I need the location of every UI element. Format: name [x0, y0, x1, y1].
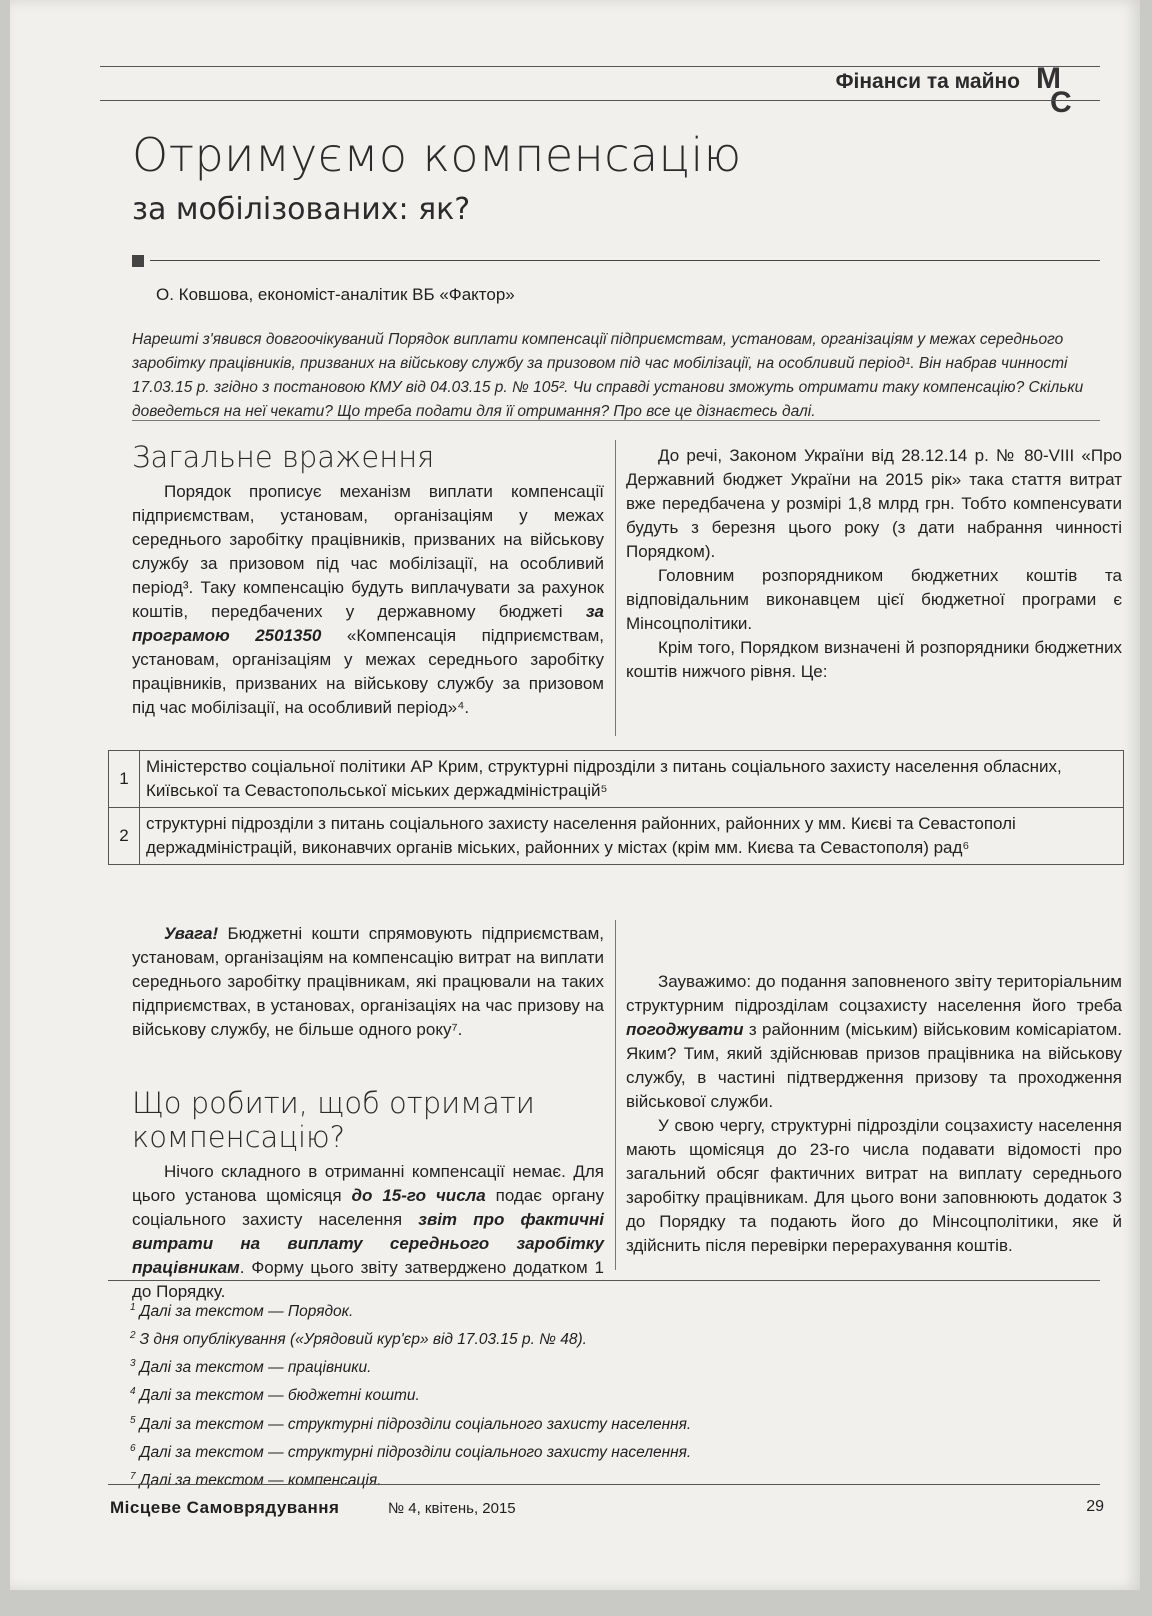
row-number: 2	[109, 808, 140, 865]
article-subtitle: за мобілізованих: як?	[132, 192, 471, 227]
paragraph: Нічого складного в отриманні компенсації немає. Для цього установа щомісяця до 15-го числа подає органу соціального захисту населення звіт про фактичні витрати на виплату середнього заробітку працівникам. Форму цього звіту затверджено додатком 1 до Порядку.	[132, 1162, 604, 1301]
paragraph: Крім того, Порядком визначені й розпорядники бюджетних коштів нижчого рівня. Це:	[626, 638, 1122, 681]
column-right-upper	[626, 444, 1122, 684]
footnotes	[130, 1296, 1030, 1493]
issue-info: № 4, квітень, 2015	[388, 1500, 516, 1517]
footnote: $^2$ З дня опублікування («Урядовий кур'єр» від 17.03.15 р. № 48).	[130, 1330, 587, 1349]
column-divider	[615, 440, 616, 736]
attention-note: Увага! Бюджетні кошти спрямовують підприємствам, установам, організаціям на компенсацію витрат на виплати середнього заробітку працівникам, які працювали на таких підприємствах, в установах, організаціях на час призову на військову службу, не більше одного року⁷.	[132, 924, 604, 1039]
footnote: $^6$ Далі за текстом — структурні підрозділи соціального захисту населення.	[130, 1442, 692, 1461]
paragraph: До речі, Законом України від 28.12.14 р. № 80-VIII «Про Державний бюджет України на 2015 рік» така стаття витрат вже передбачена у розмірі 1,8 млрд грн. Тобто компенсувати будуть з березня цього року (з дати набрання чинності Порядком).	[626, 446, 1122, 561]
page-number: 29	[1086, 1498, 1104, 1515]
column-right-lower	[626, 970, 1122, 1258]
table-row	[109, 808, 1124, 865]
article-title: Отримуємо компенсацію	[132, 128, 742, 182]
column-divider	[615, 920, 616, 1270]
title-marker	[132, 255, 144, 267]
footer-rule	[108, 1484, 1100, 1485]
budget-managers-table	[108, 750, 1124, 865]
row-number: 1	[109, 751, 140, 808]
footnote: $^4$ Далі за текстом — бюджетні кошти.	[130, 1386, 420, 1405]
paragraph: Головним розпорядником бюджетних коштів та відповідальним виконавцем цієї бюджетної програми є Мінсоцполітики.	[626, 566, 1122, 633]
header-rule	[100, 66, 1100, 67]
logo-letter-c: С	[1050, 86, 1072, 119]
paragraph: Зауважимо: до подання заповненого звіту територіальним структурним підрозділам соцзахисту населення його треба погоджувати з районним (міським) військовим комісаріатом. Яким? Тим, який здійснював призов працівника на військову службу, в частині підтвердження призову та проходження військової служби.	[626, 972, 1122, 1111]
lead-rule	[132, 420, 1100, 421]
section-heading: Що робити, щоб отримати компенсацію?	[132, 1086, 535, 1154]
attention-label: Увага!	[164, 924, 219, 943]
paragraph: У свою чергу, структурні підрозділи соцзахисту населення мають щомісяця до 23-го числа подавати відомості про загальний обсяг фактичних витрат на виплату середнього заробітку працівникам. Для цього вони заповнюють додаток 3 до Порядку та подають його до Мінсоцполітики, яке й здійснить після перевірки перерахування коштів.	[626, 1116, 1122, 1255]
section-title: Фінанси та майно	[835, 70, 1020, 93]
table-row	[109, 751, 1124, 808]
magazine-name: Місцеве Самоврядування	[110, 1498, 340, 1517]
header-rule-bottom	[100, 100, 1100, 101]
article-lead: Нарешті з'явився довгоочікуваний Порядок виплати компенсації підприємствам, установам, організаціям у межах середнього заробітку працівників, призваних на військову службу за призовом під час мобілізації, на особливий період¹. Він набрав чинності 17.03.15 р. згідно з постановою КМУ від 04.03.15 р. № 105². Чи справді установи зможуть отримати таку компенсацію? Скільки доведеться на неї чекати? Що треба подати для її отримання? Про все це дізнаєтесь далі.	[132, 331, 1084, 420]
magazine-logo	[1036, 62, 1080, 119]
column-left-lower	[132, 922, 604, 1304]
magazine-page	[10, 0, 1140, 1590]
title-rule	[150, 260, 1100, 261]
column-left-upper	[132, 440, 604, 720]
footnote: $^7$ Далі за текстом — компенсація.	[130, 1470, 382, 1490]
footnote-rule	[108, 1280, 1100, 1281]
footnote: $^3$ Далі за текстом — працівники.	[130, 1358, 372, 1377]
section-heading: Загальне враження	[132, 440, 435, 474]
footnote: $^1$ Далі за текстом — Порядок.	[130, 1302, 354, 1321]
row-text: структурні підрозділи з питань соціального захисту населення районних, районних у мм. Києві та Севастополі держадміністрацій, виконавчих органів міських, районних у містах (крім мм. Києва та Севастополя) рад⁶	[140, 808, 1124, 865]
program-number: за програмою 2501350	[132, 602, 604, 645]
article-author: О. Ковшова, економіст-аналітик ВБ «Фактор»	[156, 285, 515, 304]
footnote: $^5$ Далі за текстом — структурні підрозділи соціального захисту населення.	[130, 1414, 692, 1433]
logo-letter-m: М	[1036, 62, 1061, 95]
paragraph: Порядок прописує механізм виплати компенсації підприємствам, установам, організаціям у межах середнього заробітку працівників, призваних на військову службу за призовом під час мобілізації, на особливий період³. Таку компенсацію будуть виплачувати за рахунок коштів, передбачених у державному бюджеті за програмою 2501350 «Компенсація підприємствам, установам, організаціям у межах середнього заробітку працівників, призваних на військову службу за призовом під час мобілізації, на особливий період»⁴.	[132, 482, 604, 717]
row-text: Міністерство соціальної політики АР Крим, структурні підрозділи з питань соціального захисту населення обласних, Київської та Севастопольської міських держадміністрацій⁵	[140, 751, 1124, 808]
